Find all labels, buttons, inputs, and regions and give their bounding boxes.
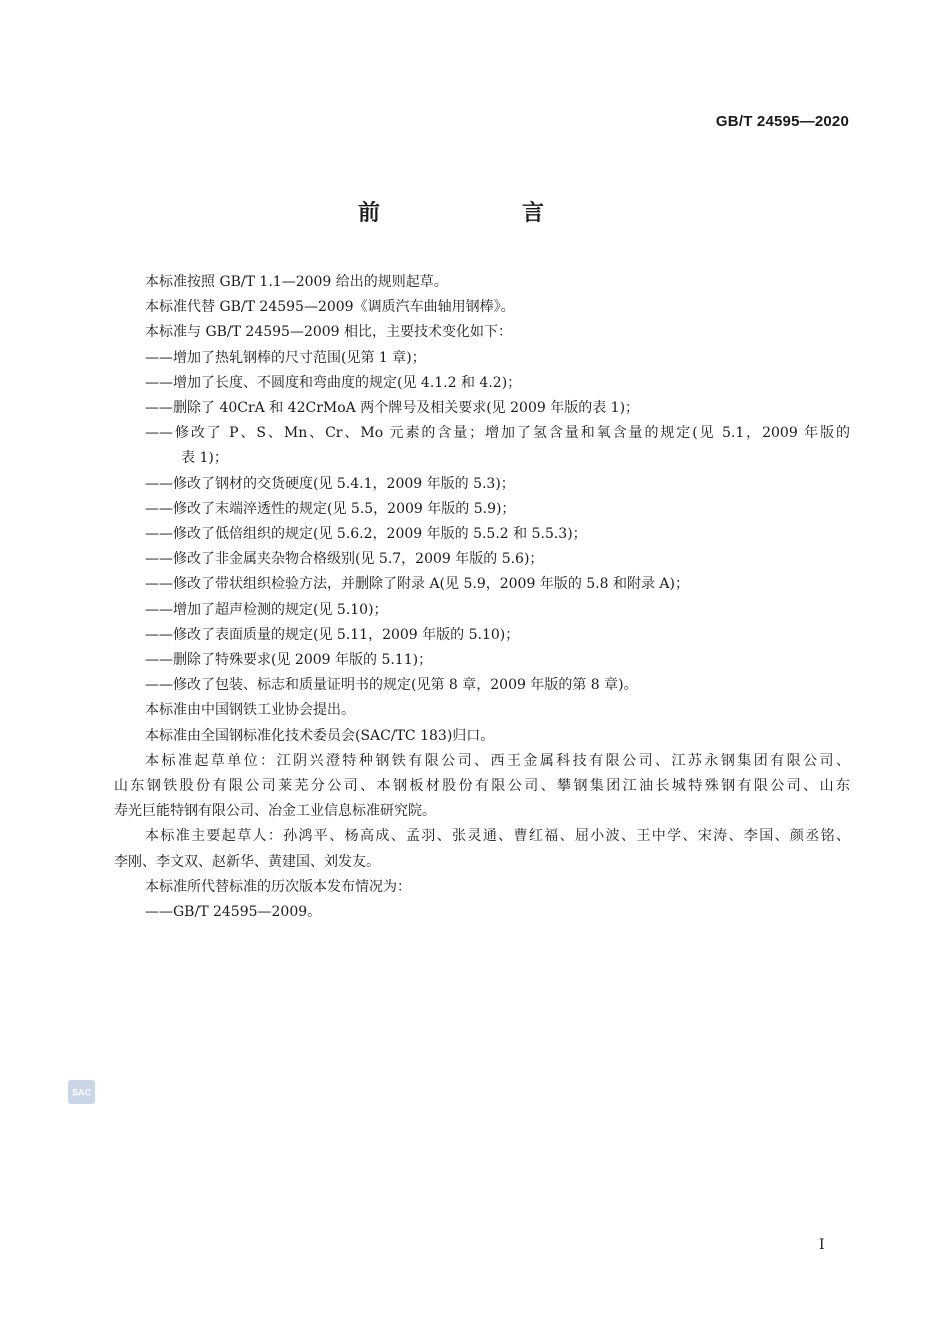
sac-logo xyxy=(68,1080,95,1104)
paragraph-line: 本标准所代替标准的历次版本发布情况为： xyxy=(145,878,411,895)
change-item: ——删除了特殊要求(见 2009 年版的 5.11)； xyxy=(145,652,433,669)
change-item: ——修改了钢材的交货硬度(见 5.4.1，2009 年版的 5.3)； xyxy=(145,475,515,492)
svg-text:SAC: SAC xyxy=(71,1087,92,1098)
foreword-body xyxy=(114,270,850,925)
change-item: ——修改了带状组织检验方法，并删除了附录 A(见 5.9，2009 年版的 5.8 和附录 A)； xyxy=(145,576,690,593)
change-item: ——增加了热轧钢棒的尺寸范围(见第 1 章)； xyxy=(145,349,426,366)
paragraph-line: 本标准代替 GB/T 24595—2009《调质汽车曲轴用钢棒》。 xyxy=(145,299,515,316)
change-item: ——修改了表面质量的规定(见 5.11，2009 年版的 5.10)； xyxy=(145,626,520,643)
change-item: ——修改了包装、标志和质量证明书的规定(见第 8 章，2009 年版的第 8 章)。 xyxy=(145,677,638,694)
paragraph-line: 本标准按照 GB/T 1.1—2009 给出的规则起草。 xyxy=(145,274,448,290)
change-item: ——删除了 40CrA 和 42CrMoA 两个牌号及相关要求(见 2009 年版的表 1)； xyxy=(145,400,640,417)
paragraph-line: 本标准由中国钢铁工业协会提出。 xyxy=(145,702,355,719)
change-item-continuation: 表 1)； xyxy=(181,450,228,467)
page-title: 前 言 xyxy=(357,201,604,226)
page-number: I xyxy=(819,1237,825,1253)
change-item: ——修改了 P、S、Mn、Cr、Mo 元素的含量；增加了氢含量和氧含量的规定(见 5.1，2009 年版的 xyxy=(145,425,850,442)
paragraph-line: ——GB/T 24595—2009。 xyxy=(145,904,322,921)
standard-number: GB/T 24595—2020 xyxy=(715,113,849,130)
paragraph-line: 本标准起草单位：江阴兴澄特种钢铁有限公司、西王金属科技有限公司、江苏永钢集团有限公司、 xyxy=(145,752,850,769)
paragraph-line: 本标准与 GB/T 24595—2009 相比，主要技术变化如下： xyxy=(145,324,513,341)
paragraph-line: 山东钢铁股份有限公司莱芜分公司、本钢板材股份有限公司、攀钢集团江油长城特殊钢有限公司、山东 xyxy=(114,778,850,795)
change-item: ——增加了长度、不圆度和弯曲度的规定(见 4.1.2 和 4.2)； xyxy=(145,374,522,391)
paragraph-line: 寿光巨能特钢有限公司、冶金工业信息标准研究院。 xyxy=(114,803,436,820)
change-item: ——修改了非金属夹杂物合格级别(见 5.7，2009 年版的 5.6)； xyxy=(145,551,544,568)
change-item: ——修改了低倍组织的规定(见 5.6.2，2009 年版的 5.5.2 和 5.5.3)； xyxy=(145,526,587,543)
paragraph-line: 李刚、李文双、赵新华、黄建国、刘发友。 xyxy=(114,853,380,870)
paragraph-line: 本标准由全国钢标准化技术委员会(SAC/TC 183)归口。 xyxy=(145,727,495,744)
change-item: ——修改了末端淬透性的规定(见 5.5，2009 年版的 5.9)； xyxy=(145,500,516,517)
change-item: ——增加了超声检测的规定(见 5.10)； xyxy=(145,601,388,618)
paragraph-line: 本标准主要起草人：孙鸿平、杨高成、孟羽、张灵通、曹红福、屈小波、王中学、宋涛、李国、颜丞铭、 xyxy=(145,828,850,845)
